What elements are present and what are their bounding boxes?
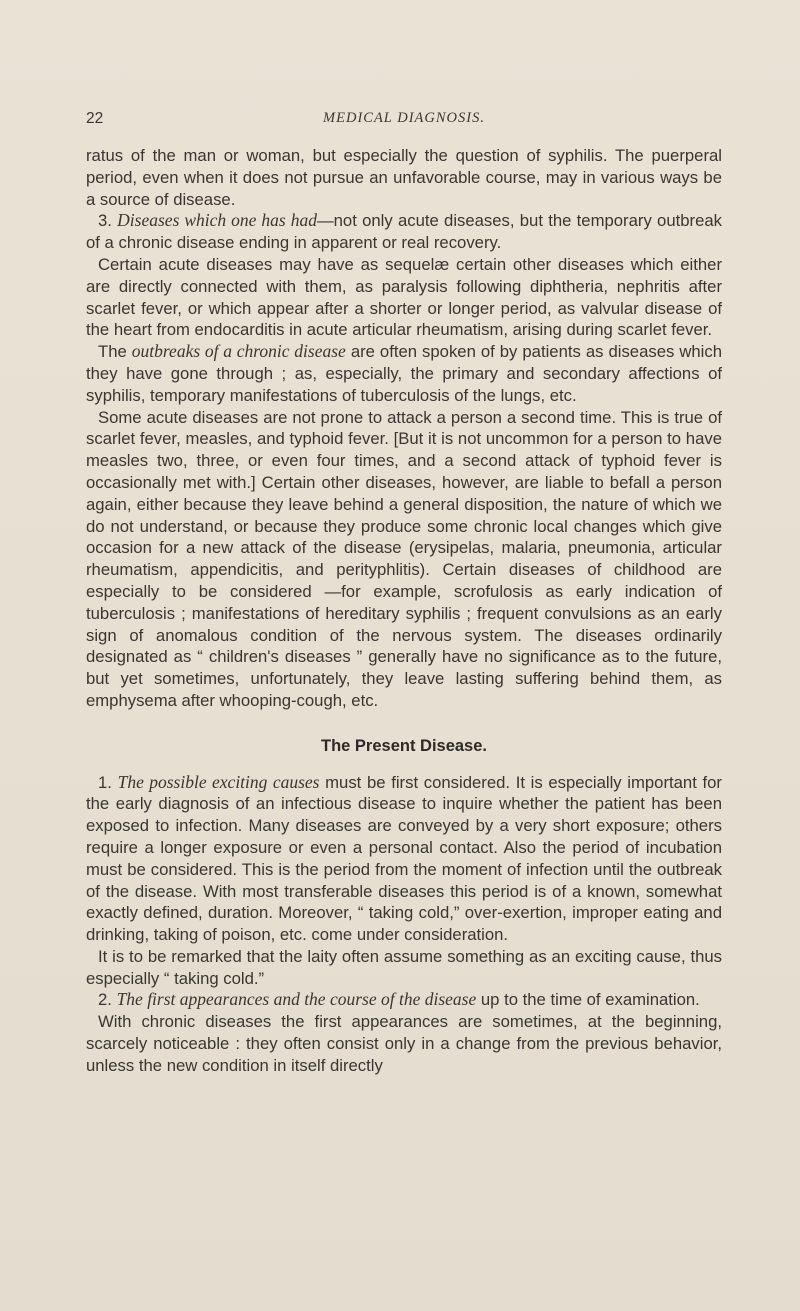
italic-term: Diseases which one has had bbox=[117, 210, 317, 231]
numbered-paragraph bbox=[86, 989, 722, 1011]
page-header bbox=[86, 110, 722, 132]
running-title: MEDICAL DIAGNOSIS. bbox=[323, 110, 485, 126]
paragraph-text: With chronic diseases the first appearances are sometimes, at the beginning, scarcely noticeable : they often consist only in a change from the previous behavior, unless the new condition in itself directly bbox=[86, 1012, 722, 1075]
paragraph bbox=[86, 145, 722, 210]
italic-term: outbreaks of a chronic disease bbox=[131, 341, 346, 362]
paragraph bbox=[86, 341, 722, 406]
section-heading: The Present Disease. bbox=[321, 736, 487, 755]
item-number: 2. bbox=[98, 990, 112, 1010]
paragraph bbox=[86, 946, 722, 990]
paragraph-text: It is to be remarked that the laity often assume something as an exciting cause, thus especially “ taking cold.” bbox=[86, 946, 722, 988]
paragraph-text: ratus of the man or woman, but especially the question of syphilis. The puerperal period, even when it does not pursue an unfavorable course, may in various ways be a source of disease. bbox=[86, 146, 722, 209]
paragraph-lead: The bbox=[98, 342, 127, 362]
paragraph-text: Some acute diseases are not prone to attack a person a second time. This is true of scarlet fever, measles, and typhoid fever. [But it is not uncommon for a person to have measles two, three, or even four times, and a second attack of typhoid fever is occasionally met with.] Certain other diseases, however, are liable to befall a person again, either because they leave behind a general disposition, the nature of which we do not understand, or because they produce some chronic local changes which give occasion for a new attack of the disease (erysipelas, malaria, pneumonia, articular rheumatism, appendicitis, and perityphlitis). Certain diseases of childhood are especially to be considered —for example, scrofulosis as early indication of tuberculosis ; manifestations of hereditary syphilis ; frequent convulsions as an early sign of anomalous condition of the nervous system. The diseases ordinarily designated as “ children's diseases ” generally have no significance as to the future, but yet sometimes, unfortunately, they leave lasting suffering behind them, as emphysema after whooping-cough, etc. bbox=[86, 407, 722, 710]
item-number: 1. bbox=[98, 772, 112, 792]
numbered-paragraph bbox=[86, 772, 722, 946]
paragraph bbox=[86, 407, 722, 712]
paragraph-text: are often spoken of by patients as diseases which they have gone through ; as, especially, the primary and secondary affections of syphilis, temporary manifestations of tuberculosis of the lungs, etc. bbox=[86, 342, 723, 405]
body-text bbox=[86, 145, 722, 1077]
paragraph bbox=[86, 1011, 722, 1076]
paragraph-text: Certain acute diseases may have as sequelæ certain other diseases which either are directly connected with them, as paralysis following diphtheria, nephritis after scarlet fever, or which appear after a shorter or longer period, as valvular disease of the heart from endocarditis in acute articular rheumatism, arising during scarlet fever. bbox=[86, 254, 722, 340]
paragraph-text: up to the time of examination. bbox=[480, 990, 700, 1010]
item-number: 3. bbox=[98, 211, 112, 231]
paragraph bbox=[86, 254, 722, 341]
paragraph-text: —not only acute diseases, but the temporary outbreak of a chronic disease ending in apparent or real recovery. bbox=[86, 211, 722, 253]
numbered-paragraph bbox=[86, 210, 722, 254]
italic-term: The first appearances and the course of the disease bbox=[116, 989, 477, 1010]
paragraph-text: must be first considered. It is especially important for the early diagnosis of an infectious disease to inquire whether the patient has been exposed to infection. Many diseases are conveyed by a very short exposure; others require a longer exposure or even a personal contact. Also the period of incubation must be considered. This is the period from the moment of infection until the outbreak of the disease. With most transferable diseases this period is of a known, somewhat exactly defined, duration. Moreover, “ taking cold,” over-exertion, improper eating and drinking, taking of poison, etc. come under consideration. bbox=[86, 772, 722, 945]
page-number: 22 bbox=[86, 110, 104, 127]
italic-term: The possible exciting causes bbox=[117, 771, 320, 792]
